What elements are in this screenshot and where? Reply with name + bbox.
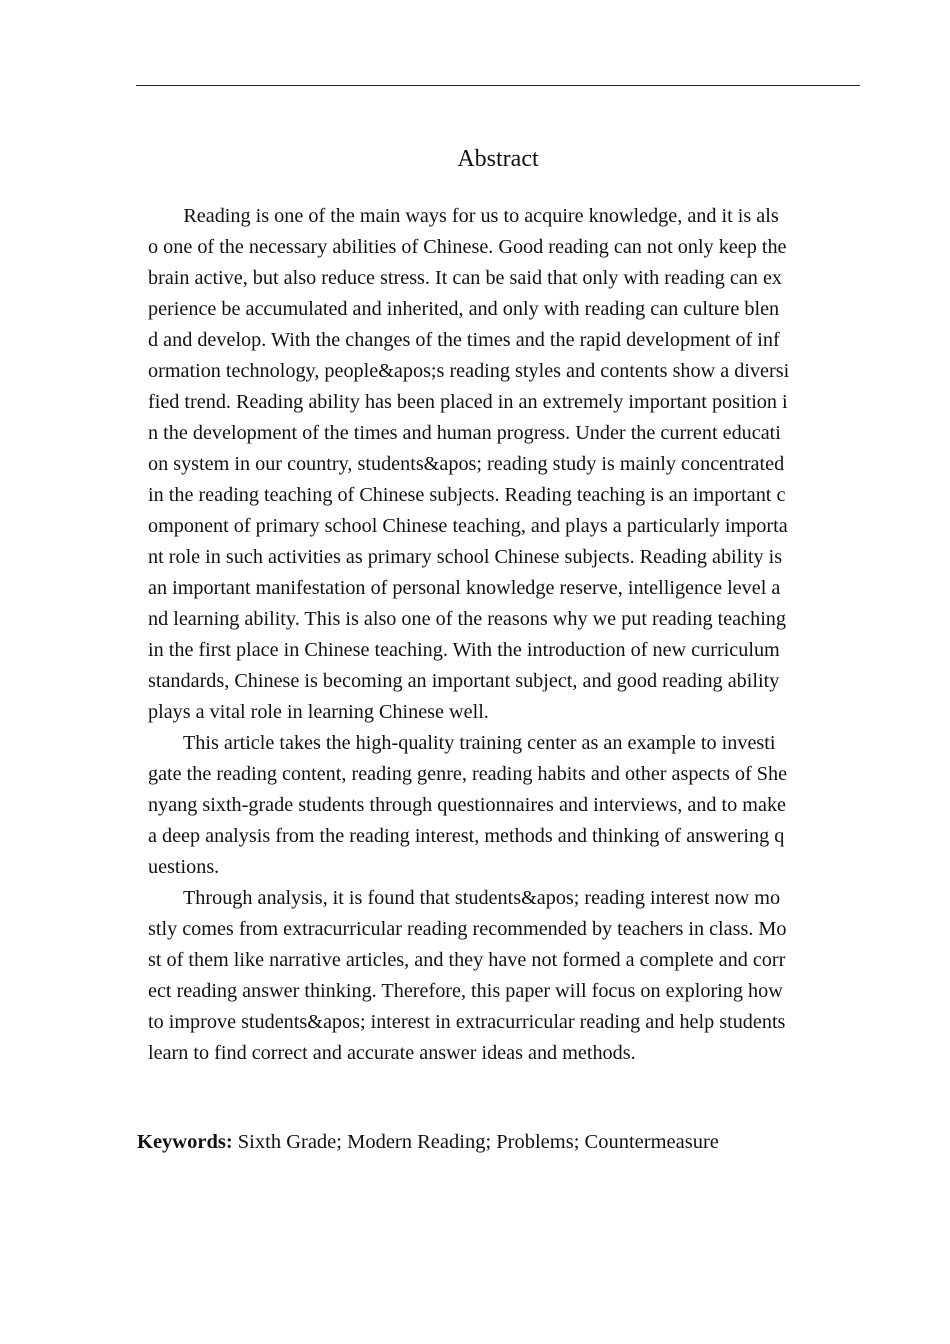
abstract-line: fied trend. Reading ability has been placed in an extremely important position i <box>148 391 788 413</box>
abstract-line: plays a vital role in learning Chinese well. <box>148 701 489 723</box>
abstract-line: nt role in such activities as primary school Chinese subjects. Reading ability is <box>148 546 783 568</box>
abstract-line: on system in our country, students&apos; reading study is mainly concentrated <box>148 453 785 475</box>
abstract-line: to improve students&apos; interest in extracurricular reading and help students <box>148 1011 786 1033</box>
keywords-text: Sixth Grade; Modern Reading; Problems; Countermeasure <box>232 1131 719 1153</box>
abstract-line: stly comes from extracurricular reading recommended by teachers in class. Mo <box>148 918 787 940</box>
abstract-line: an important manifestation of personal knowledge reserve, intelligence level a <box>148 577 781 599</box>
page-title: Abstract <box>457 146 539 172</box>
abstract-line: omponent of primary school Chinese teaching, and plays a particularly importa <box>148 515 788 537</box>
abstract-line: perience be accumulated and inherited, and only with reading can culture blen <box>148 298 780 320</box>
abstract-line: uestions. <box>148 856 220 878</box>
abstract-line: gate the reading content, reading genre, reading habits and other aspects of She <box>148 763 788 785</box>
abstract-line: ect reading answer thinking. Therefore, this paper will focus on exploring how <box>148 980 783 1002</box>
abstract-line: in the reading teaching of Chinese subjects. Reading teaching is an important c <box>148 484 786 506</box>
header-rule <box>136 85 860 86</box>
abstract-line: learn to find correct and accurate answer ideas and methods. <box>148 1042 636 1064</box>
abstract-line: nyang sixth-grade students through questionnaires and interviews, and to make <box>148 794 787 816</box>
abstract-line: Through analysis, it is found that students&apos; reading interest now mo <box>148 887 781 909</box>
abstract-line: d and develop. With the changes of the times and the rapid development of inf <box>148 329 780 351</box>
abstract-line: nd learning ability. This is also one of the reasons why we put reading teaching <box>148 608 786 630</box>
abstract-line: This article takes the high-quality training center as an example to investi <box>148 732 776 754</box>
abstract-line: st of them like narrative articles, and they have not formed a complete and corr <box>148 949 786 971</box>
abstract-line: n the development of the times and human progress. Under the current educati <box>148 422 781 444</box>
abstract-line: brain active, but also reduce stress. It can be said that only with reading can ex <box>148 267 783 289</box>
abstract-line: ormation technology, people&apos;s reading styles and contents show a diversi <box>148 360 790 382</box>
abstract-body <box>148 201 860 1069</box>
keywords-line <box>137 1127 719 1158</box>
keywords-label: Keywords: <box>137 1131 233 1153</box>
abstract-line: a deep analysis from the reading interest, methods and thinking of answering q <box>148 825 785 847</box>
abstract-line: in the first place in Chinese teaching. With the introduction of new curriculum <box>148 639 780 661</box>
abstract-line: standards, Chinese is becoming an important subject, and good reading ability <box>148 670 780 692</box>
abstract-line: o one of the necessary abilities of Chinese. Good reading can not only keep the <box>148 236 787 258</box>
abstract-line: Reading is one of the main ways for us to acquire knowledge, and it is als <box>148 205 779 227</box>
